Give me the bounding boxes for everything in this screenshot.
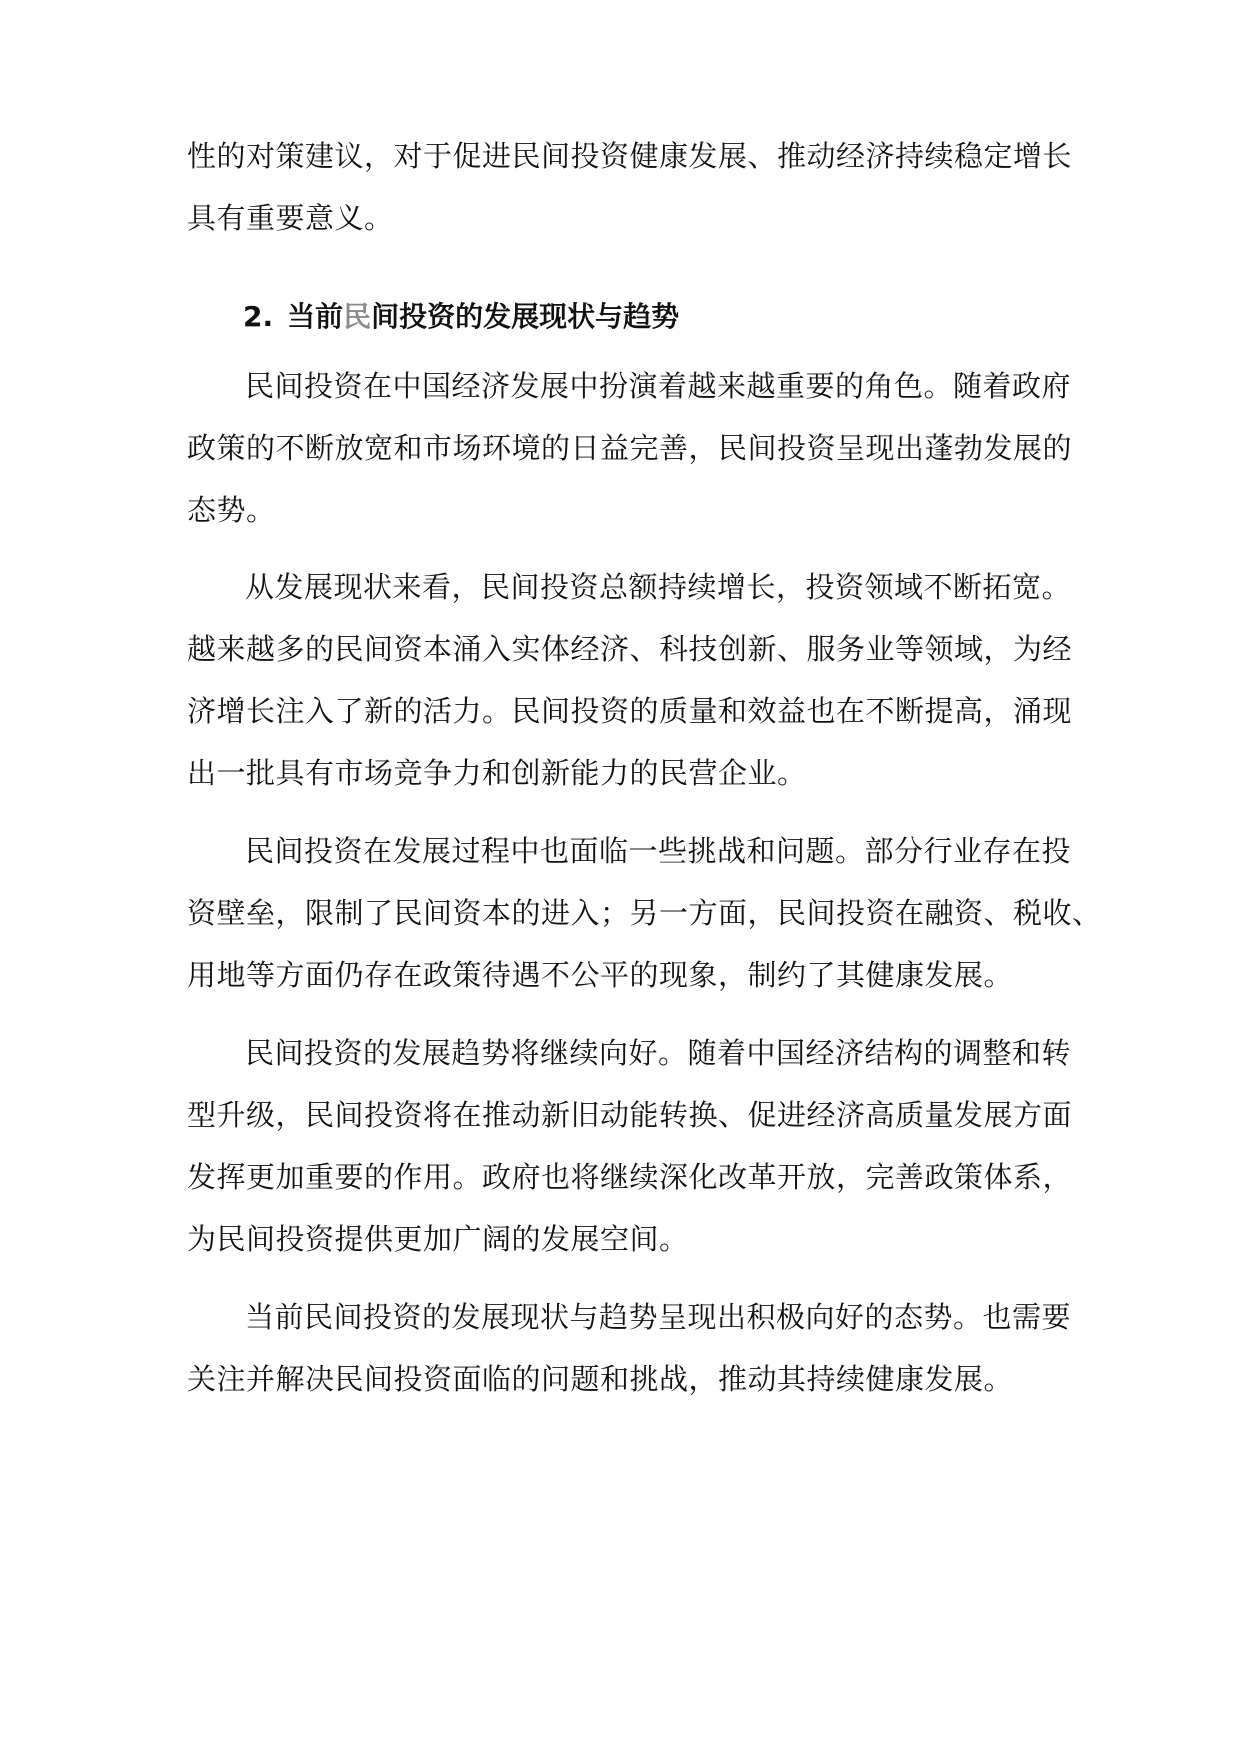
paragraph-line: 越来越多的民间资本涌入实体经济、科技创新、服务业等领域，为经 bbox=[187, 632, 1073, 666]
paragraph-line: 济增长注入了新的活力。民间投资的质量和效益也在不断提高，涌现 bbox=[187, 694, 1073, 728]
paragraph-line: 态势。 bbox=[187, 493, 276, 527]
paragraph-line: 为民间投资提供更加广阔的发展空间。 bbox=[187, 1222, 689, 1256]
paragraph-line: 民间投资在发展过程中也面临一些挑战和问题。部分行业存在投 bbox=[245, 834, 1072, 868]
intro-line: 性的对策建议，对于促进民间投资健康发展、推动经济持续稳定增长 bbox=[187, 139, 1073, 173]
section-title-highlight: 民 bbox=[343, 300, 372, 333]
paragraph-line: 当前民间投资的发展现状与趋势呈现出积极向好的态势。也需要 bbox=[245, 1300, 1072, 1334]
section-number: 2. bbox=[243, 300, 274, 333]
paragraph-line: 从发展现状来看，民间投资总额持续增长，投资领域不断拓宽。 bbox=[245, 570, 1072, 604]
paragraph-line: 资壁垒，限制了民间资本的进入；另一方面，民间投资在融资、税收、 bbox=[187, 896, 1102, 930]
paragraph-line: 出一批具有市场竞争力和创新能力的民营企业。 bbox=[187, 756, 807, 790]
paragraph-line: 发挥更加重要的作用。政府也将继续深化改革开放，完善政策体系， bbox=[187, 1160, 1073, 1194]
section-title-part: 当前 bbox=[287, 300, 344, 333]
paragraph-line: 型升级，民间投资将在推动新旧动能转换、促进经济高质量发展方面 bbox=[187, 1098, 1073, 1132]
paragraph-line: 民间投资的发展趋势将继续向好。随着中国经济结构的调整和转 bbox=[245, 1036, 1072, 1070]
paragraph-line: 政策的不断放宽和市场环境的日益完善，民间投资呈现出蓬勃发展的 bbox=[187, 431, 1073, 465]
section-title-part: 间投资的发展现状与趋势 bbox=[371, 300, 680, 333]
paragraph-line: 民间投资在中国经济发展中扮演着越来越重要的角色。随着政府 bbox=[245, 369, 1072, 403]
paragraph-line: 用地等方面仍存在政策待遇不公平的现象，制约了其健康发展。 bbox=[187, 958, 1014, 992]
section-heading bbox=[243, 297, 679, 337]
intro-line: 具有重要意义。 bbox=[187, 201, 394, 235]
paragraph-line: 关注并解决民间投资面临的问题和挑战，推动其持续健康发展。 bbox=[187, 1362, 1014, 1396]
